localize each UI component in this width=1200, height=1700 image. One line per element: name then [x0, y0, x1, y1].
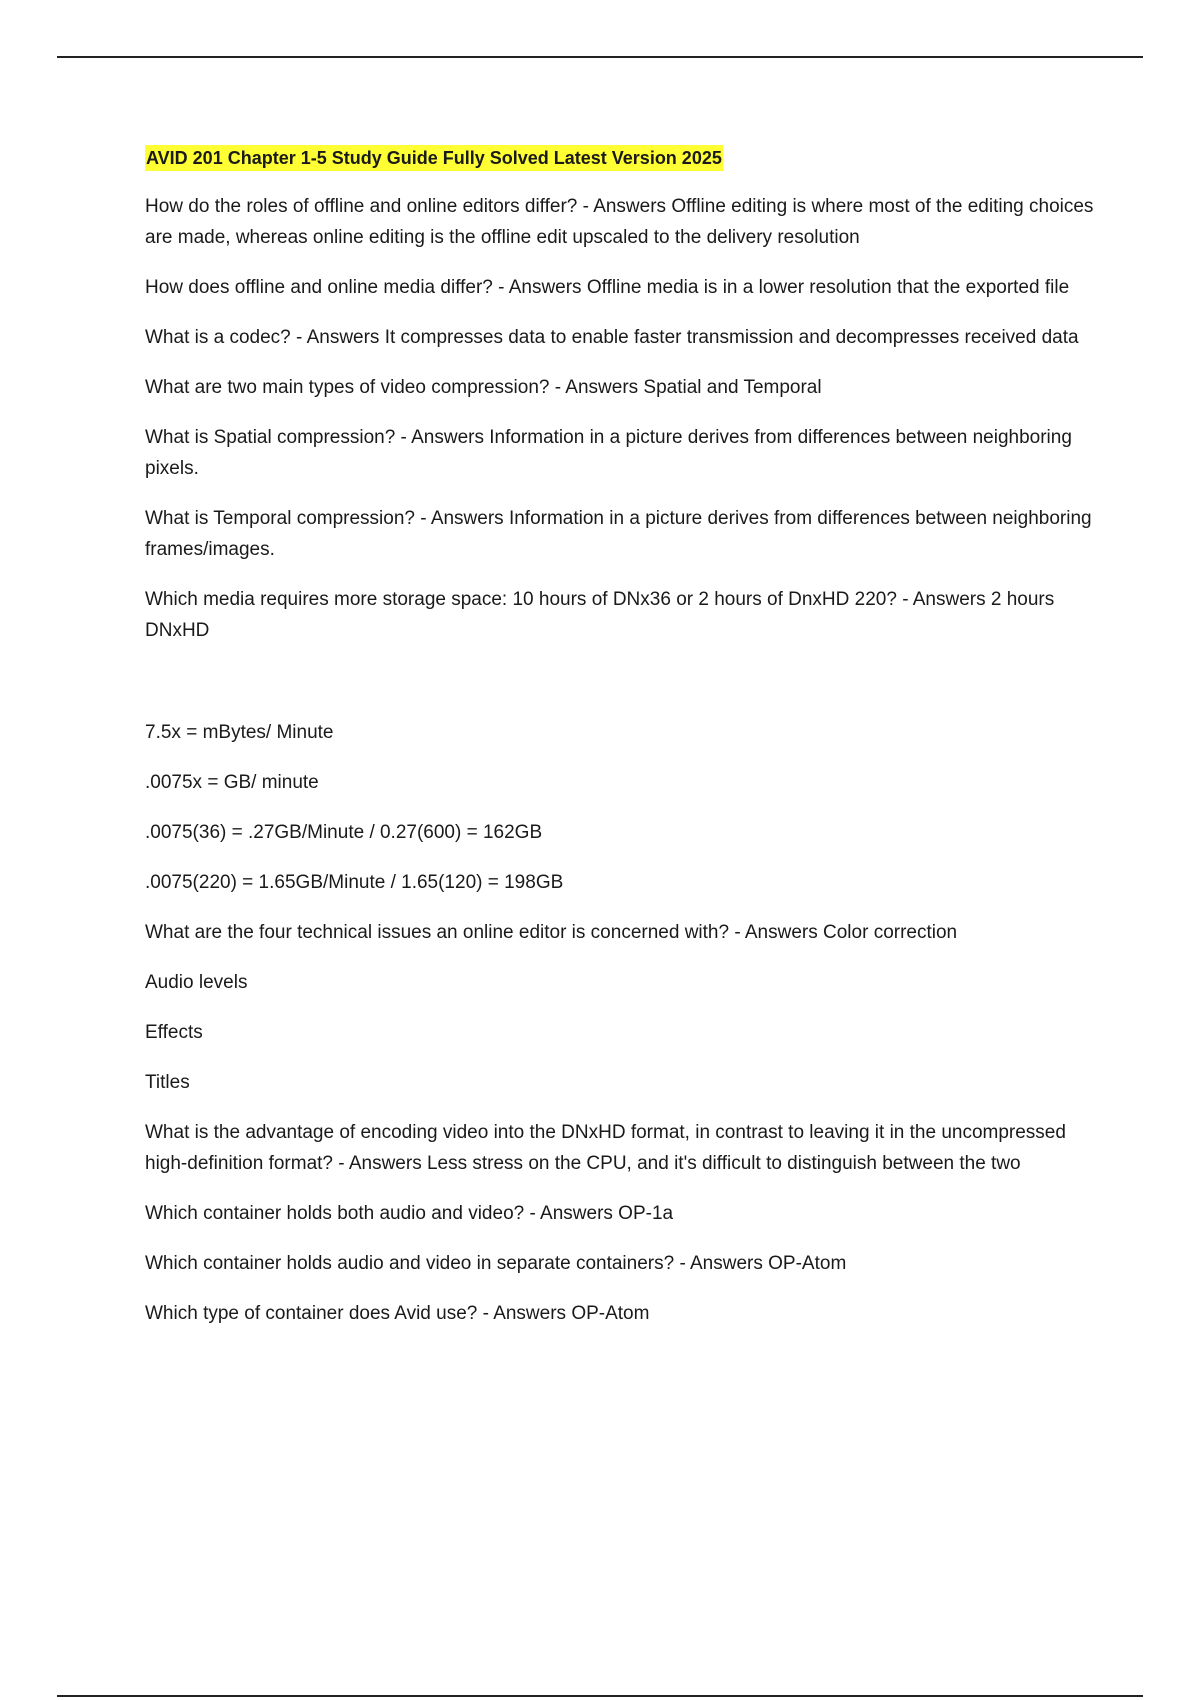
list-line: Audio levels: [145, 972, 248, 993]
qa-paragraph: Which media requires more storage space: 10 hours of DNx36 or 2 hours of DnxHD 220? - Answers 2 hours DNxHD: [145, 589, 1055, 641]
qa-section-1: [145, 191, 1095, 646]
footer-rule: [57, 1695, 1143, 1697]
qa-paragraph: How do the roles of offline and online editors differ? - Answers Offline editing is where most of the editing choices are made, whereas online editing is the offline edit upscaled to the delivery resolution: [145, 196, 1094, 248]
qa-paragraph: How does offline and online media differ? - Answers Offline media is in a lower resolution that the exported file: [145, 277, 1070, 298]
qa-paragraph: What are two main types of video compression? - Answers Spatial and Temporal: [145, 377, 822, 398]
formula-line: 7.5x = mBytes/ Minute: [145, 722, 334, 743]
qa-section-2: [145, 717, 1095, 1329]
qa-paragraph: What is Spatial compression? - Answers Information in a picture derives from differences between neighboring pixels.: [145, 427, 1072, 479]
qa-paragraph: Which container holds both audio and video? - Answers OP-1a: [145, 1203, 674, 1224]
formula-line: .0075(36) = .27GB/Minute / 0.27(600) = 162GB: [145, 822, 543, 843]
qa-paragraph: What is Temporal compression? - Answers Information in a picture derives from differences between neighboring frames/images.: [145, 508, 1092, 560]
formula-line: .0075x = GB/ minute: [145, 772, 319, 793]
qa-paragraph: What are the four technical issues an online editor is concerned with? - Answers Color correction: [145, 922, 958, 943]
formula-line: .0075(220) = 1.65GB/Minute / 1.65(120) = 198GB: [145, 872, 564, 893]
header-rule: [57, 56, 1143, 58]
list-line: Effects: [145, 1022, 203, 1043]
qa-paragraph: Which container holds audio and video in separate containers? - Answers OP-Atom: [145, 1253, 847, 1274]
document-body: [145, 145, 1095, 1348]
document-title: AVID 201 Chapter 1-5 Study Guide Fully Solved Latest Version 2025: [145, 145, 723, 171]
qa-paragraph: What is a codec? - Answers It compresses data to enable faster transmission and decompresses received data: [145, 327, 1079, 348]
qa-paragraph: Which type of container does Avid use? - Answers OP-Atom: [145, 1303, 650, 1324]
qa-paragraph: What is the advantage of encoding video into the DNxHD format, in contrast to leaving it in the uncompressed high-definition format? - Answers Less stress on the CPU, and it's difficult to distinguish between the two: [145, 1122, 1066, 1174]
blank-gap: [145, 665, 1095, 717]
list-line: Titles: [145, 1072, 190, 1093]
